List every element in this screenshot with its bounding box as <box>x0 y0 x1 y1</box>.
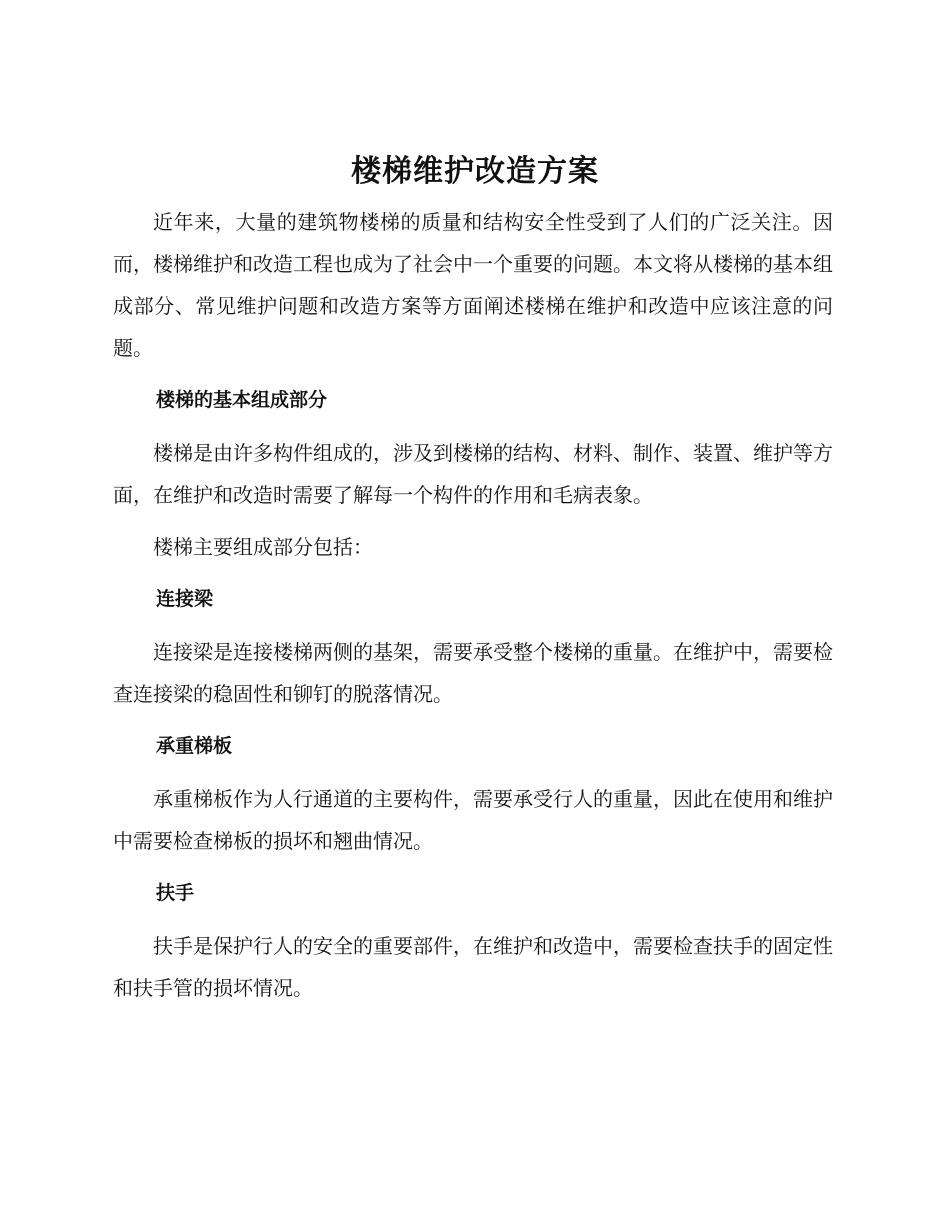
component-heading-connecting-beam: 连接梁 <box>156 588 214 610</box>
section-heading-components: 楼梯的基本组成部分 <box>156 389 328 411</box>
component-text-connecting-beam: 连接梁是连接楼梯两侧的基架，需要承受整个楼梯的重量。在维护中，需要检查连接梁的稳固性和铆钉的脱落情况。 <box>113 640 833 706</box>
component-text-load-bearing-tread: 承重梯板作为人行通道的主要构件，需要承受行人的重量，因此在使用和维护中需要检查梯板的损坏和翘曲情况。 <box>113 787 833 853</box>
document-body <box>113 201 833 1009</box>
list-intro: 楼梯主要组成部分包括： <box>153 535 373 559</box>
section-paragraph: 楼梯是由许多构件组成的，涉及到楼梯的结构、材料、制作、装置、维护等方面，在维护和改造时需要了解每一个构件的作用和毛病表象。 <box>113 441 833 507</box>
intro-paragraph: 近年来，大量的建筑物楼梯的质量和结构安全性受到了人们的广泛关注。因而，楼梯维护和改造工程也成为了社会中一个重要的问题。本文将从楼梯的基本组成部分、常见维护问题和改造方案等方面阐述楼梯在维护和改造中应该注意的问题。 <box>113 210 833 360</box>
component-text-handrail: 扶手是保护行人的安全的重要部件，在维护和改造中，需要检查扶手的固定性和扶手管的损坏情况。 <box>113 934 833 1000</box>
component-heading-load-bearing-tread: 承重梯板 <box>156 735 233 757</box>
document-title: 楼梯维护改造方案 <box>351 154 599 189</box>
component-heading-handrail: 扶手 <box>156 882 195 904</box>
